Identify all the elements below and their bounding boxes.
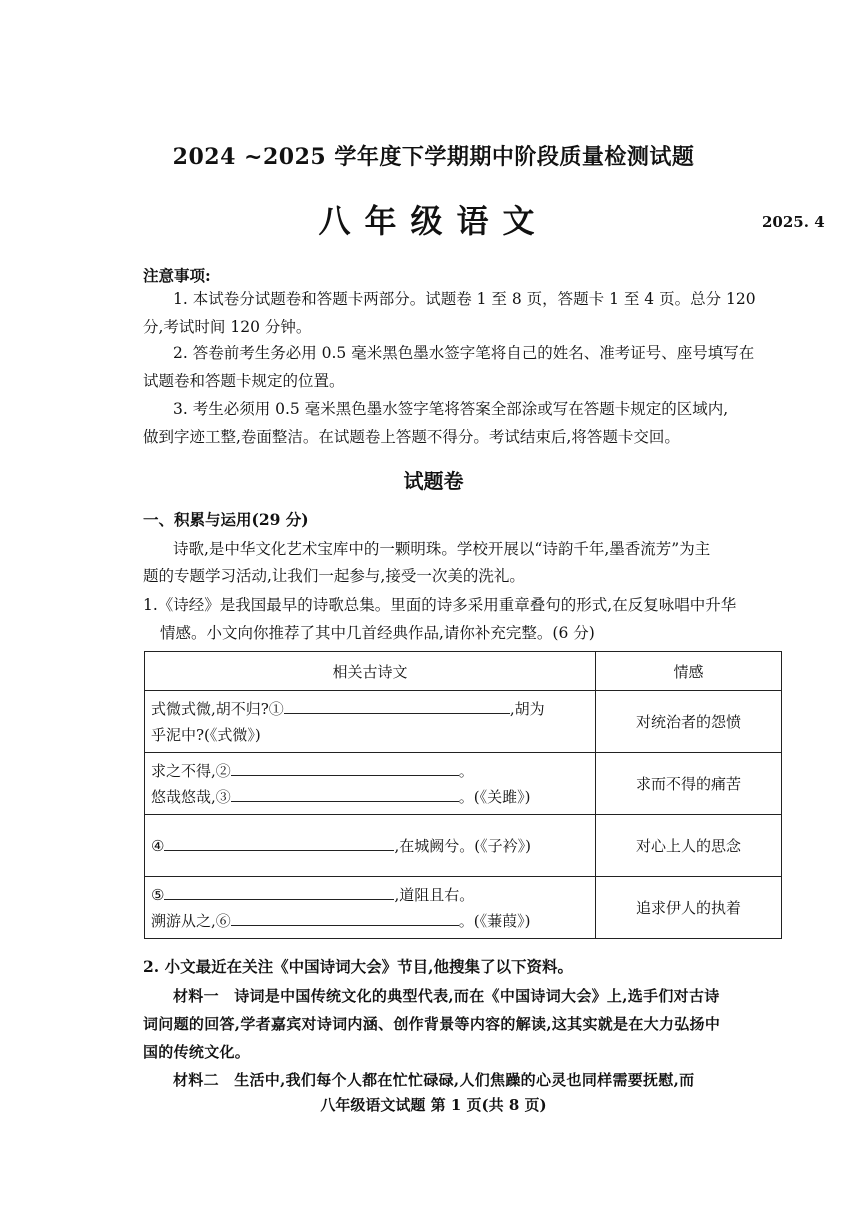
- question-2: 2. 小文最近在关注《中国诗词大会》节目,他搜集了以下资料。: [143, 957, 573, 976]
- emotion-cell: 对心上人的思念: [596, 815, 782, 877]
- verse-text: ④: [151, 836, 165, 855]
- part1-intro: 诗歌,是中华文化艺术宝库中的一颗明珠。学校开展以“诗韵千年,墨香流芳”为主: [173, 540, 711, 558]
- table-row: [145, 691, 782, 753]
- answer-blank-3[interactable]: [231, 787, 459, 802]
- verse-cell: [145, 753, 596, 815]
- verse-cell: [145, 815, 596, 877]
- material-2: 材料二 生活中,我们每个人都在忙忙碌碌,人们焦躁的心灵也同样需要抚慰,而: [173, 1071, 695, 1089]
- notice-item-2: 2. 答卷前考生务必用 0.5 毫米黑色墨水签字笔将自己的姓名、准考证号、座号填写在: [173, 344, 755, 362]
- poem-table: [144, 651, 782, 939]
- header-emotion: 情感: [596, 652, 782, 691]
- question-1: 1.《诗经》是我国最早的诗歌总集。里面的诗多采用重章叠句的形式,在反复咏唱中升华: [143, 596, 737, 614]
- verse-cell: [145, 691, 596, 753]
- verse-text: ,胡为: [509, 699, 545, 718]
- material-1-cont: 国的传统文化。: [143, 1043, 251, 1061]
- verse-text: 式微式微,胡不归?①: [151, 699, 284, 718]
- verse-text: 。(《关雎》): [458, 787, 531, 806]
- notice-item-1-cont: 分,考试时间 120 分钟。: [143, 318, 312, 336]
- section-title: 试题卷: [403, 469, 464, 493]
- emotion-cell: 追求伊人的执着: [596, 877, 782, 939]
- verse-text: 求之不得,②: [151, 761, 231, 780]
- verse-text: ,在城阙兮。(《子衿》): [394, 836, 531, 855]
- verse-text: 。(《蒹葭》): [458, 911, 531, 930]
- exam-date: 2025. 4: [762, 213, 825, 231]
- verse-text: ,道阻且右。: [394, 885, 475, 904]
- exam-title: 2024 ~2025 学年度下学期期中阶段质量检测试题: [172, 144, 695, 170]
- question-1-cont: 情感。小文向你推荐了其中几首经典作品,请你补充完整。(6 分): [160, 624, 595, 642]
- header-poem: 相关古诗文: [145, 652, 596, 691]
- table-row: [145, 753, 782, 815]
- part1-heading: 一、积累与运用(29 分): [143, 510, 309, 529]
- verse-text: 。: [458, 761, 474, 780]
- page-footer: 八年级语文试题 第 1 页(共 8 页): [320, 1096, 547, 1114]
- verse-text: ⑤: [151, 885, 165, 904]
- answer-blank-5[interactable]: [164, 885, 394, 900]
- emotion-cell: 求而不得的痛苦: [596, 753, 782, 815]
- notice-item-3: 3. 考生必须用 0.5 毫米黑色墨水签字笔将答案全部涂或写在答题卡规定的区域内,: [173, 400, 729, 418]
- table-row: [145, 877, 782, 939]
- verse-text: 溯游从之,⑥: [151, 911, 231, 930]
- answer-blank-4[interactable]: [164, 836, 394, 851]
- table-row: [145, 815, 782, 877]
- answer-blank-2[interactable]: [231, 761, 459, 776]
- notice-item-1: 1. 本试卷分试题卷和答题卡两部分。试题卷 1 至 8 页，答题卡 1 至 4 页。总分 120: [173, 290, 756, 308]
- answer-blank-1[interactable]: [284, 699, 510, 714]
- table-header-row: [145, 652, 782, 691]
- part1-intro-cont: 题的专题学习活动,让我们一起参与,接受一次美的洗礼。: [143, 567, 525, 585]
- material-1-cont: 词问题的回答,学者嘉宾对诗词内涵、创作背景等内容的解读,这其实就是在大力弘扬中: [143, 1015, 721, 1033]
- notice-heading: 注意事项:: [143, 266, 211, 285]
- notice-item-3-cont: 做到字迹工整,卷面整洁。在试题卷上答题不得分。考试结束后,将答题卡交回。: [143, 428, 680, 446]
- verse-cell: [145, 877, 596, 939]
- subject-title: 八年级语文: [318, 202, 549, 240]
- material-1: 材料一 诗词是中国传统文化的典型代表,而在《中国诗词大会》上,选手们对古诗: [173, 987, 720, 1005]
- verse-text: 乎泥中?(《式微》): [151, 725, 261, 744]
- notice-item-2-cont: 试题卷和答题卡规定的位置。: [143, 372, 345, 390]
- emotion-cell: 对统治者的怨愤: [596, 691, 782, 753]
- answer-blank-6[interactable]: [231, 911, 459, 926]
- verse-text: 悠哉悠哉,③: [151, 787, 231, 806]
